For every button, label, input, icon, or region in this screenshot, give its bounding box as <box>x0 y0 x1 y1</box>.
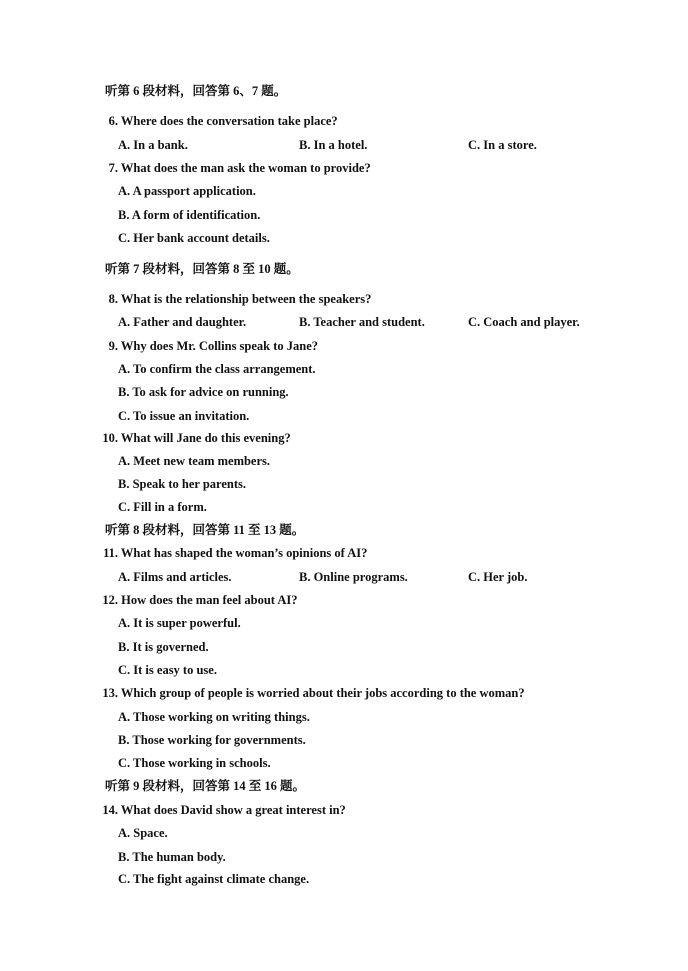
option: C. Coach and player. <box>468 315 580 329</box>
question-text: Where does the conversation take place? <box>120 114 338 128</box>
question-7 <box>95 160 371 176</box>
question-text: What does David show a great interest in? <box>120 803 346 817</box>
question-text: What is the relationship between the speakers? <box>120 292 372 306</box>
option: B. Online programs. <box>299 570 408 584</box>
option: B. A form of identification. <box>118 208 261 222</box>
question-number: 14. <box>102 803 118 817</box>
question-number: 10. <box>102 431 118 445</box>
question-8 <box>95 291 371 307</box>
question-14 <box>95 802 346 818</box>
question-number: 8. <box>108 292 118 306</box>
option: C. Fill in a form. <box>118 500 207 514</box>
question-number: 12. <box>102 593 118 607</box>
option: C. Her bank account details. <box>118 231 270 245</box>
option: B. In a hotel. <box>299 138 368 152</box>
option: C. The fight against climate change. <box>118 872 310 886</box>
option: B. The human body. <box>118 850 226 864</box>
section-heading: 听第 8 段材料，回答第 11 至 13 题。 <box>105 523 305 537</box>
option: A. In a bank. <box>118 138 188 152</box>
option: B. Speak to her parents. <box>118 477 247 491</box>
option: A. Father and daughter. <box>118 315 247 329</box>
question-text: What will Jane do this evening? <box>120 431 291 445</box>
option: C. It is easy to use. <box>118 663 217 677</box>
question-text: Why does Mr. Collins speak to Jane? <box>120 339 319 353</box>
question-number: 7. <box>108 161 118 175</box>
question-number: 6. <box>108 114 118 128</box>
option: C. Her job. <box>468 570 528 584</box>
question-9 <box>95 338 318 354</box>
option: C. Those working in schools. <box>118 756 271 770</box>
question-10 <box>95 430 291 446</box>
question-12 <box>95 592 298 608</box>
option: A. Meet new team members. <box>118 454 271 468</box>
section-heading: 听第 7 段材料，回答第 8 至 10 题。 <box>105 262 299 276</box>
option: C. To issue an invitation. <box>118 409 250 423</box>
question-number: 11. <box>103 546 118 560</box>
section-heading: 听第 9 段材料，回答第 14 至 16 题。 <box>105 779 306 793</box>
option: C. In a store. <box>468 138 537 152</box>
option: B. Teacher and student. <box>299 315 425 329</box>
question-text: How does the man feel about AI? <box>121 593 298 607</box>
question-6 <box>95 113 338 129</box>
option: B. It is governed. <box>118 640 209 654</box>
question-number: 13. <box>102 686 118 700</box>
question-text: What has shaped the woman’s opinions of AI? <box>120 546 368 560</box>
option: B. To ask for advice on running. <box>118 385 289 399</box>
question-13 <box>95 685 525 701</box>
question-text: Which group of people is worried about their jobs according to the woman? <box>120 686 525 700</box>
option: A. To confirm the class arrangement. <box>118 362 316 376</box>
question-number: 9. <box>108 339 118 353</box>
section-heading: 听第 6 段材料，回答第 6、7 题。 <box>105 84 287 98</box>
option: A. A passport application. <box>118 184 256 198</box>
option: A. Space. <box>118 826 168 840</box>
question-text: What does the man ask the woman to provide? <box>120 161 371 175</box>
option: B. Those working for governments. <box>118 733 306 747</box>
option: A. It is super powerful. <box>118 616 241 630</box>
question-11 <box>95 545 367 561</box>
option: A. Films and articles. <box>118 570 232 584</box>
option: A. Those working on writing things. <box>118 710 310 724</box>
